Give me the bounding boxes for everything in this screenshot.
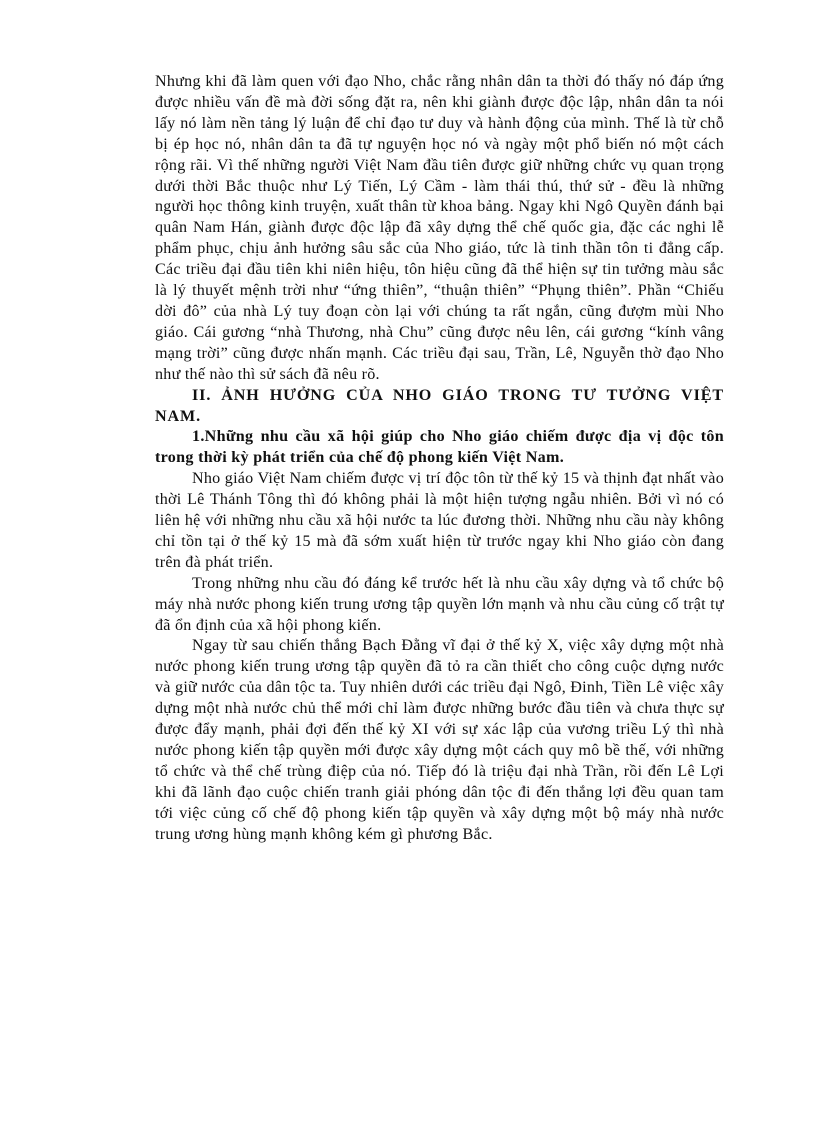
paragraph-body-2: Trong những nhu cầu đó đáng kể trước hết là nhu cầu xây dựng và tổ chức bộ máy nhà nước phong kiến trung ương tập quyền lớn mạnh và nhu cầu củng cố trật tự đã ổn định của xã hội phong kiến. [155, 574, 724, 634]
paragraph-body-3: Ngay từ sau chiến thắng Bạch Đằng vĩ đại ở thế kỷ X, việc xây dựng một nhà nước phong kiến trung ương tập quyền đã tỏ ra cần thiết cho công cuộc dựng nước và giữ nước của dân tộc ta. Tuy nhiên dưới các triều đại Ngô, Đinh, Tiền Lê việc xây dựng một nhà nước chủ thể mới chỉ làm được những bước đầu tiên và chưa thực sự được đẩy mạnh, phải đợi đến thế kỷ XI với sự xác lập của vương triều Lý thì nhà nước phong kiến tập quyền mới được xây dựng một cách quy mô bề thế, với những tổ chức và thể chế trùng điệp của nó. Tiếp đó là triệu đại nhà Trần, rồi đến Lê Lợi khi đã lãnh đạo cuộc chiến tranh giải phóng dân tộc đi đến thắng lợi đều quan tam tới việc củng cố chế độ phong kiến tập quyền và xây dựng một bộ máy nhà nước trung ương hùng mạnh không kém gì phương Bắc. [155, 637, 724, 843]
section-heading: II. ẢNH HƯỞNG CỦA NHO GIÁO TRONG TƯ TƯỞNG VIỆT NAM. [155, 386, 724, 425]
paragraph-intro: Nhưng khi đã làm quen với đạo Nho, chắc rằng nhân dân ta thời đó thấy nó đáp ứng được nhiều vấn đề mà đời sống đặt ra, nên khi giành được độc lập, nhân dân ta nói lấy nó làm nền tảng lý luận để chỉ đạo tư duy và hành động của mình. Thế là từ chỗ bị ép học nó, nhân dân ta đã tự nguyện học nó và ngày một phổ biến nó một cách rộng rãi. Vì thế những người Việt Nam đầu tiên được giữ những chức vụ quan trọng dưới thời Bắc thuộc như Lý Tiến, Lý Cầm - làm thái thú, thứ sử - đều là những người học thông kinh truyện, xuất thân từ khoa bảng. Ngay khi Ngô Quyền đánh bại quân Nam Hán, giành được độc lập đã xây dựng thể chế quốc gia, đặc các nghi lễ phẩm phục, chịu ảnh hưởng sâu sắc của Nho giáo, tức là tinh thần tôn ti đẳng cấp. Các triều đại đầu tiên khi niên hiệu, tôn hiệu cũng đã thể hiện sự tin tưởng màu sắc là lý thuyết mệnh trời như “ứng thiên”, “thuận thiên” “Phụng thiên”. Phần “Chiếu dời đô” của nhà Lý tuy đoạn còn lại với chúng ta rất ngắn, cũng đượm mùi Nho giáo. Cái gương “nhà Thương, nhà Chu” cũng được nêu lên, cái gương “kính vâng mạng trời” cũng được nhấn mạnh. Các triều đại sau, Trần, Lê, Nguyễn thờ đạo Nho như thế nào thì sử sách đã nêu rõ. [155, 73, 724, 383]
subsection-heading: 1.Những nhu cầu xã hội giúp cho Nho giáo chiếm được địa vị độc tôn trong thời kỳ phát triển của chế độ phong kiến Việt Nam. [155, 428, 724, 467]
paragraph-body-1: Nho giáo Việt Nam chiếm được vị trí độc tôn từ thế kỷ 15 và thịnh đạt nhất vào thời Lê Thánh Tông thì đó không phải là một hiện tượng ngẫu nhiên. Bởi vì nó có liên hệ với những nhu cầu xã hội nước ta lúc đương thời. Những nhu cầu này không chỉ tồn tại ở thế kỷ 15 mà đã sớm xuất hiện từ trước ngay khi Nho giáo còn đang trên đà phát triển. [155, 470, 724, 571]
document-page [155, 72, 724, 846]
